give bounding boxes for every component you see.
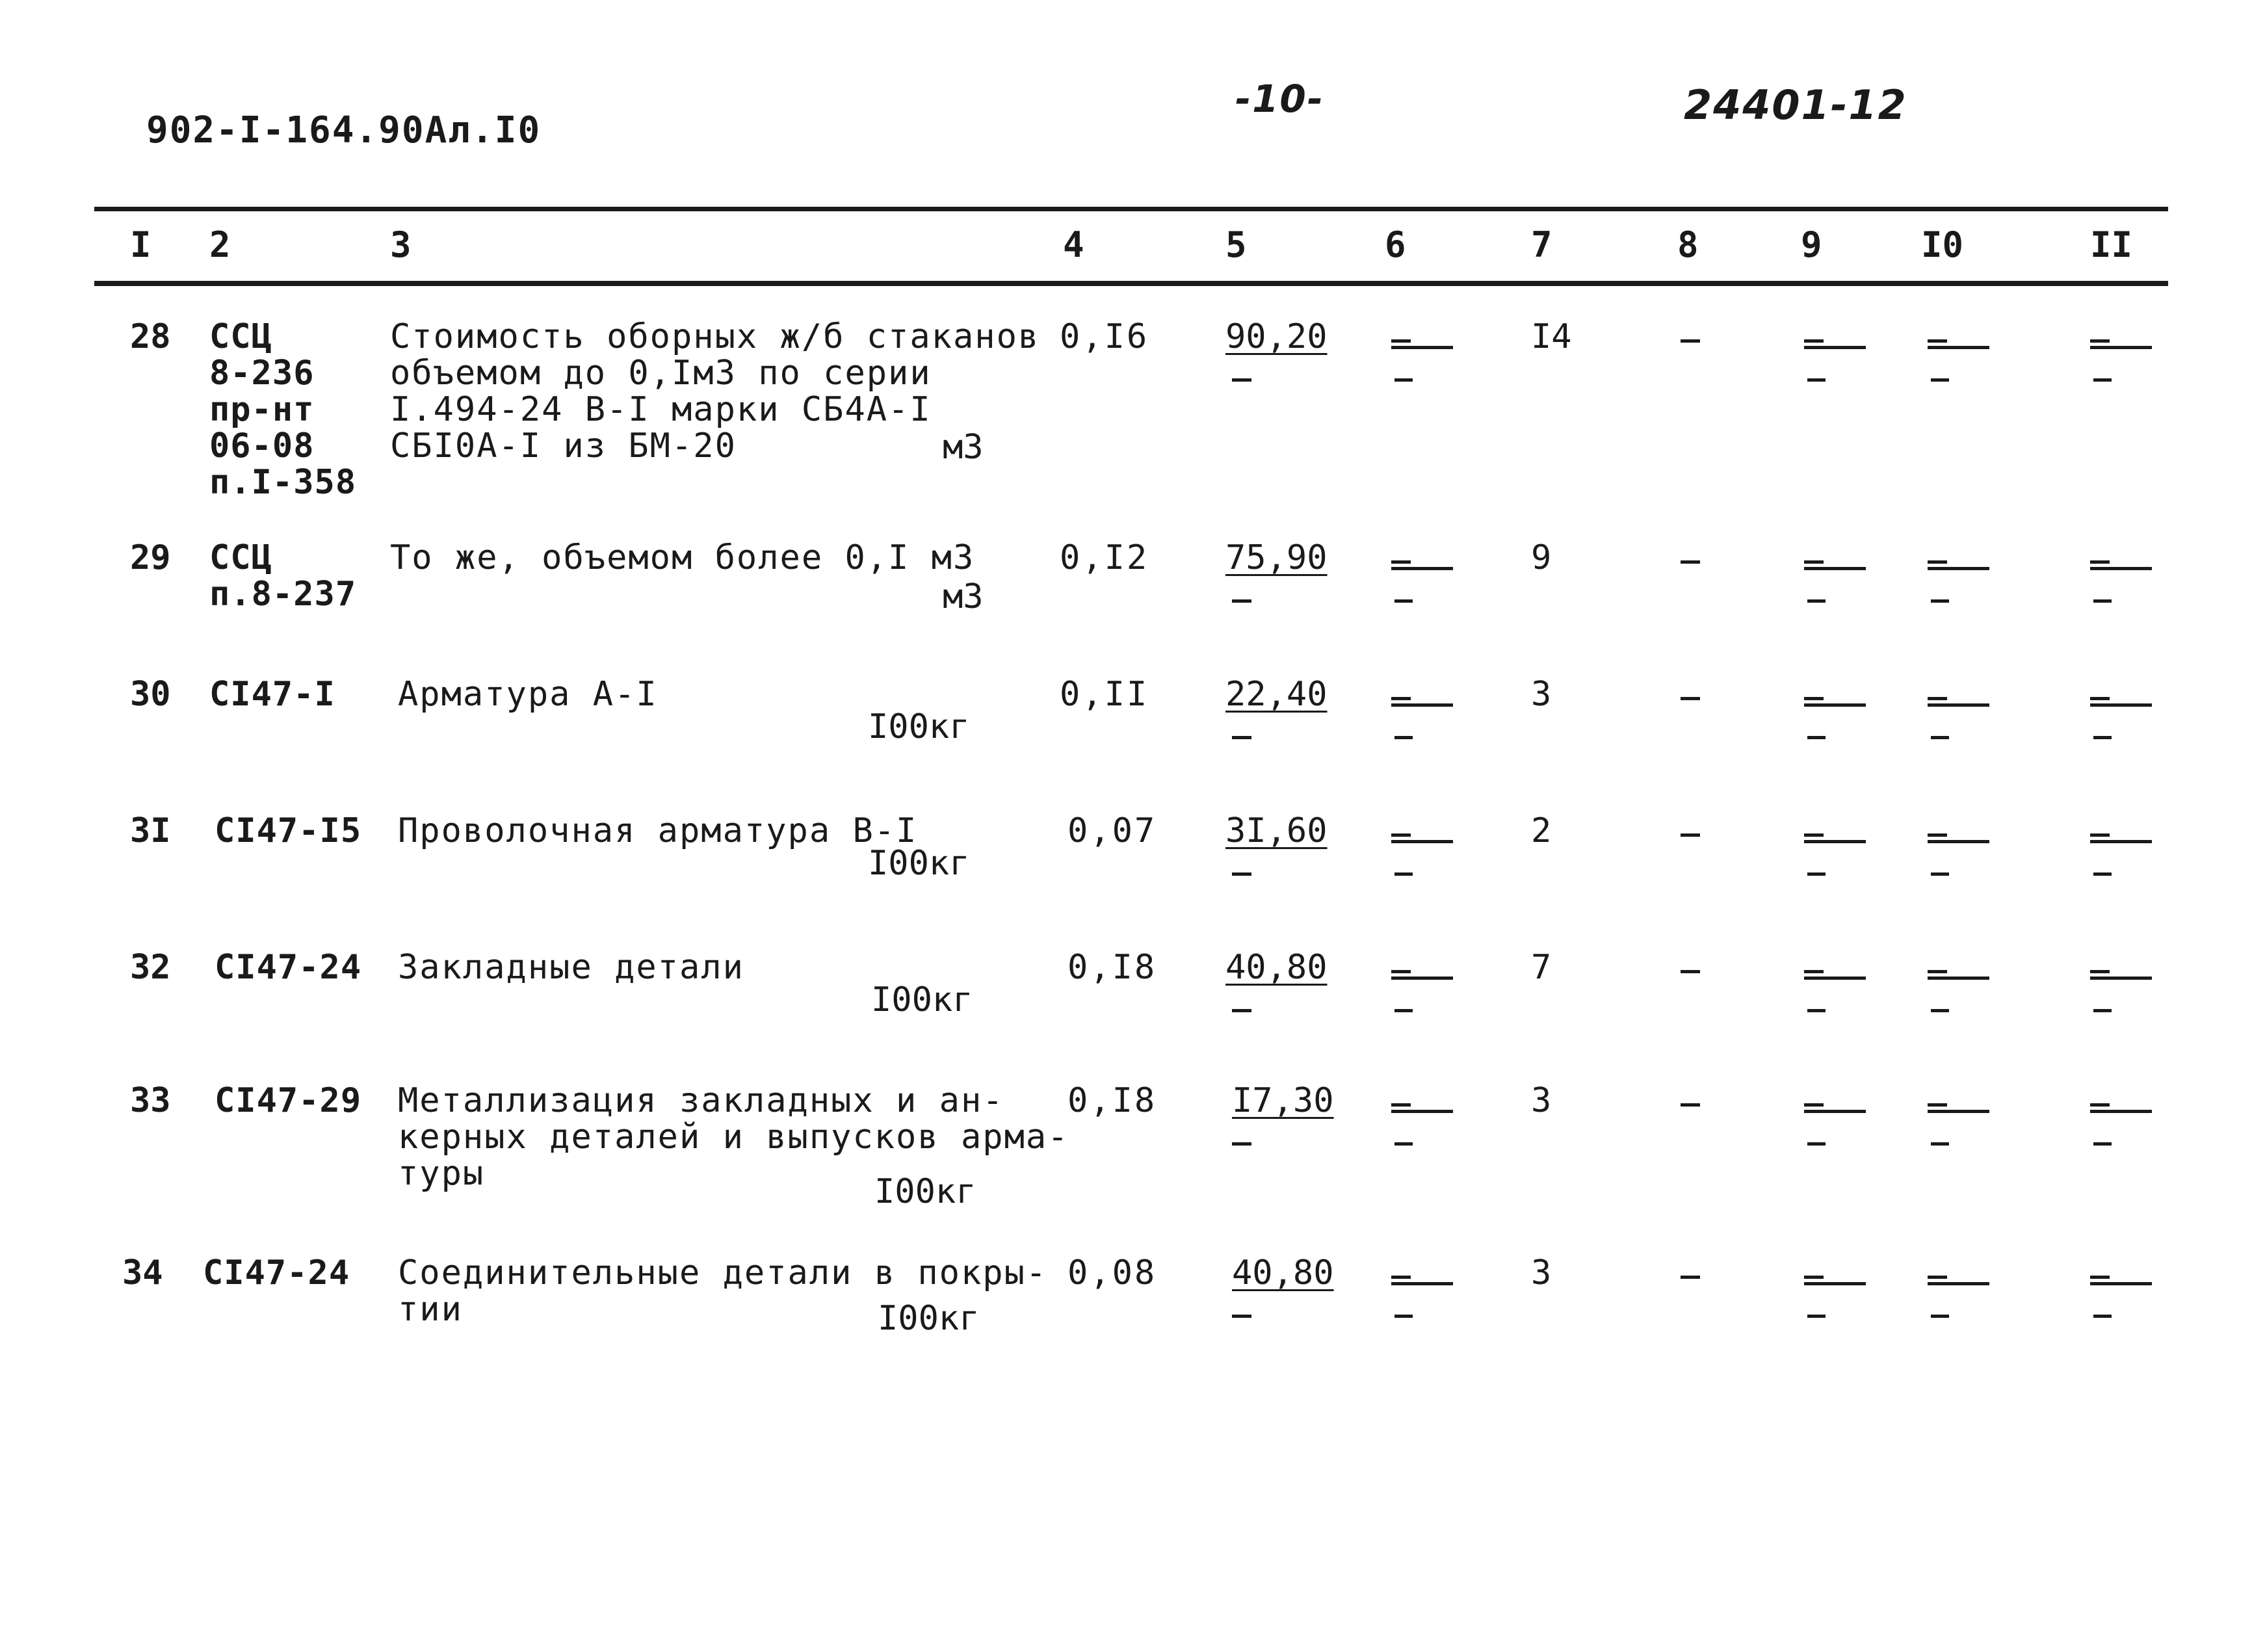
column-7-value: 2 (1531, 811, 1552, 850)
empty-cell-dash (2090, 339, 2110, 343)
empty-cell-dash (1681, 560, 1700, 564)
empty-cell-dash (2093, 872, 2112, 876)
empty-cell-underline (1928, 703, 1989, 707)
row-number: 30 (130, 675, 171, 714)
empty-cell-dash (1804, 970, 1824, 973)
empty-cell-dash (1928, 339, 1947, 343)
empty-cell-dash (2090, 1103, 2110, 1107)
empty-cell-dash (1804, 697, 1824, 700)
empty-cell-dash (1928, 560, 1947, 564)
empty-cell-underline (1804, 1110, 1866, 1113)
empty-cell-dash (1391, 1103, 1411, 1107)
document-code: 902-I-164.90Ал.I0 (146, 109, 542, 151)
column-header-5: 5 (1225, 224, 1247, 265)
empty-cell-dash (2090, 1276, 2110, 1279)
empty-cell-dash (1804, 1276, 1824, 1279)
empty-cell-underline (1928, 346, 1989, 349)
empty-cell-dash (1681, 339, 1700, 343)
unit-price: 40,80 (1225, 948, 1328, 987)
item-description: Соединительные детали в покры- тии (398, 1253, 1048, 1329)
quantity: 0,08 (1067, 1253, 1157, 1292)
quantity: 0,I8 (1067, 1081, 1157, 1120)
unit-price: 22,40 (1225, 675, 1328, 714)
empty-cell-dash (1394, 378, 1413, 382)
empty-price-dash (1232, 736, 1251, 739)
empty-cell-underline (1928, 567, 1989, 570)
table-top-rule (94, 207, 2168, 211)
empty-cell-dash (1928, 1276, 1947, 1279)
item-description: Металлизация закладных и ан- керных деталей и выпусков арма- туры (398, 1081, 1069, 1193)
empty-cell-dash (1807, 736, 1826, 739)
empty-cell-dash (1804, 1103, 1824, 1107)
empty-cell-dash (2093, 378, 2112, 382)
empty-cell-underline (1391, 977, 1453, 980)
empty-cell-underline (1928, 840, 1989, 843)
column-header-8: 8 (1677, 224, 1699, 265)
measure-unit: I00кг (874, 1172, 976, 1211)
measure-unit: I00кг (868, 844, 970, 883)
empty-cell-dash (1804, 339, 1824, 343)
empty-cell-dash (2093, 599, 2112, 603)
empty-cell-dash (1394, 1315, 1413, 1318)
unit-price: 90,20 (1225, 317, 1328, 356)
empty-cell-dash (1391, 697, 1411, 700)
empty-cell-dash (1928, 697, 1947, 700)
column-header-7: 7 (1531, 224, 1552, 265)
column-header-9: 9 (1801, 224, 1822, 265)
quantity: 0,II (1060, 675, 1149, 714)
measure-unit: м3 (943, 577, 984, 616)
empty-cell-dash (1681, 833, 1700, 837)
empty-cell-dash (1391, 833, 1411, 837)
empty-cell-dash (1807, 1142, 1826, 1146)
quantity: 0,07 (1067, 811, 1157, 850)
column-7-value: 3 (1531, 675, 1552, 714)
empty-cell-dash (1931, 872, 1949, 876)
empty-cell-dash (1931, 1315, 1949, 1318)
item-description: Проволочная арматура В-I (398, 811, 918, 850)
empty-cell-underline (2090, 703, 2152, 707)
price-code: СI47-I (209, 675, 335, 714)
column-7-value: 3 (1531, 1081, 1552, 1120)
row-number: 28 (130, 317, 171, 356)
empty-cell-underline (1928, 1110, 1989, 1113)
empty-cell-dash (1931, 736, 1949, 739)
empty-cell-dash (1928, 1103, 1947, 1107)
empty-cell-dash (1807, 872, 1826, 876)
empty-cell-dash (1394, 872, 1413, 876)
empty-cell-underline (2090, 977, 2152, 980)
empty-cell-underline (1391, 567, 1453, 570)
empty-price-dash (1232, 1009, 1251, 1012)
empty-cell-dash (1928, 833, 1947, 837)
empty-cell-dash (1681, 970, 1700, 973)
empty-price-dash (1232, 1315, 1251, 1318)
row-number: 32 (130, 948, 171, 987)
column-header-11: II (2090, 224, 2133, 265)
price-code: СI47-I5 (215, 811, 362, 850)
empty-cell-dash (1394, 1009, 1413, 1012)
item-description: Арматура А-I (398, 675, 658, 714)
empty-cell-dash (1807, 599, 1826, 603)
price-code: ССЦ 8-236 пр-нт 06-08 п.I-358 (209, 317, 357, 502)
column-header-6: 6 (1385, 224, 1406, 265)
column-7-value: 3 (1531, 1253, 1552, 1292)
unit-price: 3I,60 (1225, 811, 1328, 850)
quantity: 0,I6 (1060, 317, 1149, 356)
empty-cell-underline (2090, 346, 2152, 349)
empty-cell-dash (1394, 1142, 1413, 1146)
row-number: 29 (130, 538, 171, 577)
measure-unit: I00кг (878, 1299, 980, 1338)
item-description: То же, объемом более 0,I м3 (390, 538, 975, 577)
empty-cell-underline (1391, 1282, 1453, 1285)
measure-unit: I00кг (868, 707, 970, 746)
empty-cell-dash (2093, 736, 2112, 739)
empty-cell-dash (1931, 599, 1949, 603)
empty-cell-dash (1394, 599, 1413, 603)
row-number: 3I (130, 811, 171, 850)
empty-cell-dash (1804, 560, 1824, 564)
empty-cell-underline (2090, 840, 2152, 843)
row-number: 33 (130, 1081, 171, 1120)
empty-cell-dash (1931, 1142, 1949, 1146)
measure-unit: I00кг (871, 980, 973, 1019)
page-number: -10- (1235, 77, 1324, 121)
empty-cell-dash (2090, 697, 2110, 700)
empty-cell-underline (1391, 703, 1453, 707)
empty-cell-dash (1928, 970, 1947, 973)
column-header-2: 2 (209, 224, 231, 265)
empty-cell-dash (1681, 697, 1700, 700)
column-7-value: I4 (1531, 317, 1572, 356)
empty-cell-dash (1807, 378, 1826, 382)
empty-cell-underline (2090, 567, 2152, 570)
empty-cell-dash (1681, 1103, 1700, 1107)
column-header-3: 3 (390, 224, 412, 265)
column-7-value: 7 (1531, 948, 1552, 987)
row-number: 34 (122, 1253, 163, 1292)
empty-cell-underline (1804, 567, 1866, 570)
unit-price: I7,30 (1232, 1081, 1334, 1120)
empty-price-dash (1232, 872, 1251, 876)
empty-price-dash (1232, 378, 1251, 382)
column-header-10: I0 (1921, 224, 1964, 265)
table-header-rule (94, 281, 2168, 286)
quantity: 0,I2 (1060, 538, 1149, 577)
price-code: ССЦ п.8-237 (209, 538, 357, 614)
empty-price-dash (1232, 599, 1251, 603)
empty-price-dash (1232, 1142, 1251, 1146)
empty-cell-dash (1807, 1009, 1826, 1012)
column-header-1: I (130, 224, 151, 265)
empty-cell-dash (2090, 560, 2110, 564)
unit-price: 40,80 (1232, 1253, 1334, 1292)
column-header-4: 4 (1063, 224, 1084, 265)
empty-cell-dash (1931, 378, 1949, 382)
empty-cell-underline (1391, 346, 1453, 349)
empty-cell-dash (1391, 339, 1411, 343)
item-description: Стоимость оборных ж/б стаканов объемом до 0,Iм3 по серии I.494-24 В-I марки СБ4А-I СБI0А-I из БМ-20 (390, 317, 1040, 465)
empty-cell-underline (1928, 977, 1989, 980)
empty-cell-underline (1804, 840, 1866, 843)
empty-cell-underline (1804, 346, 1866, 349)
sheet-id: 24401-12 (1684, 81, 1907, 129)
empty-cell-dash (1931, 1009, 1949, 1012)
empty-cell-underline (2090, 1110, 2152, 1113)
empty-cell-underline (1804, 703, 1866, 707)
empty-cell-underline (1804, 1282, 1866, 1285)
empty-cell-dash (2090, 833, 2110, 837)
empty-cell-dash (1807, 1315, 1826, 1318)
price-code: СI47-29 (215, 1081, 362, 1120)
price-code: СI47-24 (215, 948, 362, 987)
empty-cell-dash (2093, 1142, 2112, 1146)
empty-cell-dash (1391, 560, 1411, 564)
price-code: СI47-24 (203, 1253, 350, 1292)
empty-cell-underline (1928, 1282, 1989, 1285)
unit-price: 75,90 (1225, 538, 1328, 577)
empty-cell-dash (1391, 1276, 1411, 1279)
empty-cell-dash (2093, 1009, 2112, 1012)
empty-cell-dash (1394, 736, 1413, 739)
empty-cell-dash (1391, 970, 1411, 973)
empty-cell-dash (1804, 833, 1824, 837)
empty-cell-underline (1804, 977, 1866, 980)
item-description: Закладные детали (398, 948, 744, 987)
measure-unit: м3 (943, 428, 984, 467)
column-7-value: 9 (1531, 538, 1552, 577)
empty-cell-underline (1391, 1110, 1453, 1113)
quantity: 0,I8 (1067, 948, 1157, 987)
empty-cell-dash (1681, 1276, 1700, 1279)
empty-cell-underline (1391, 840, 1453, 843)
empty-cell-dash (2090, 970, 2110, 973)
empty-cell-dash (2093, 1315, 2112, 1318)
empty-cell-underline (2090, 1282, 2152, 1285)
